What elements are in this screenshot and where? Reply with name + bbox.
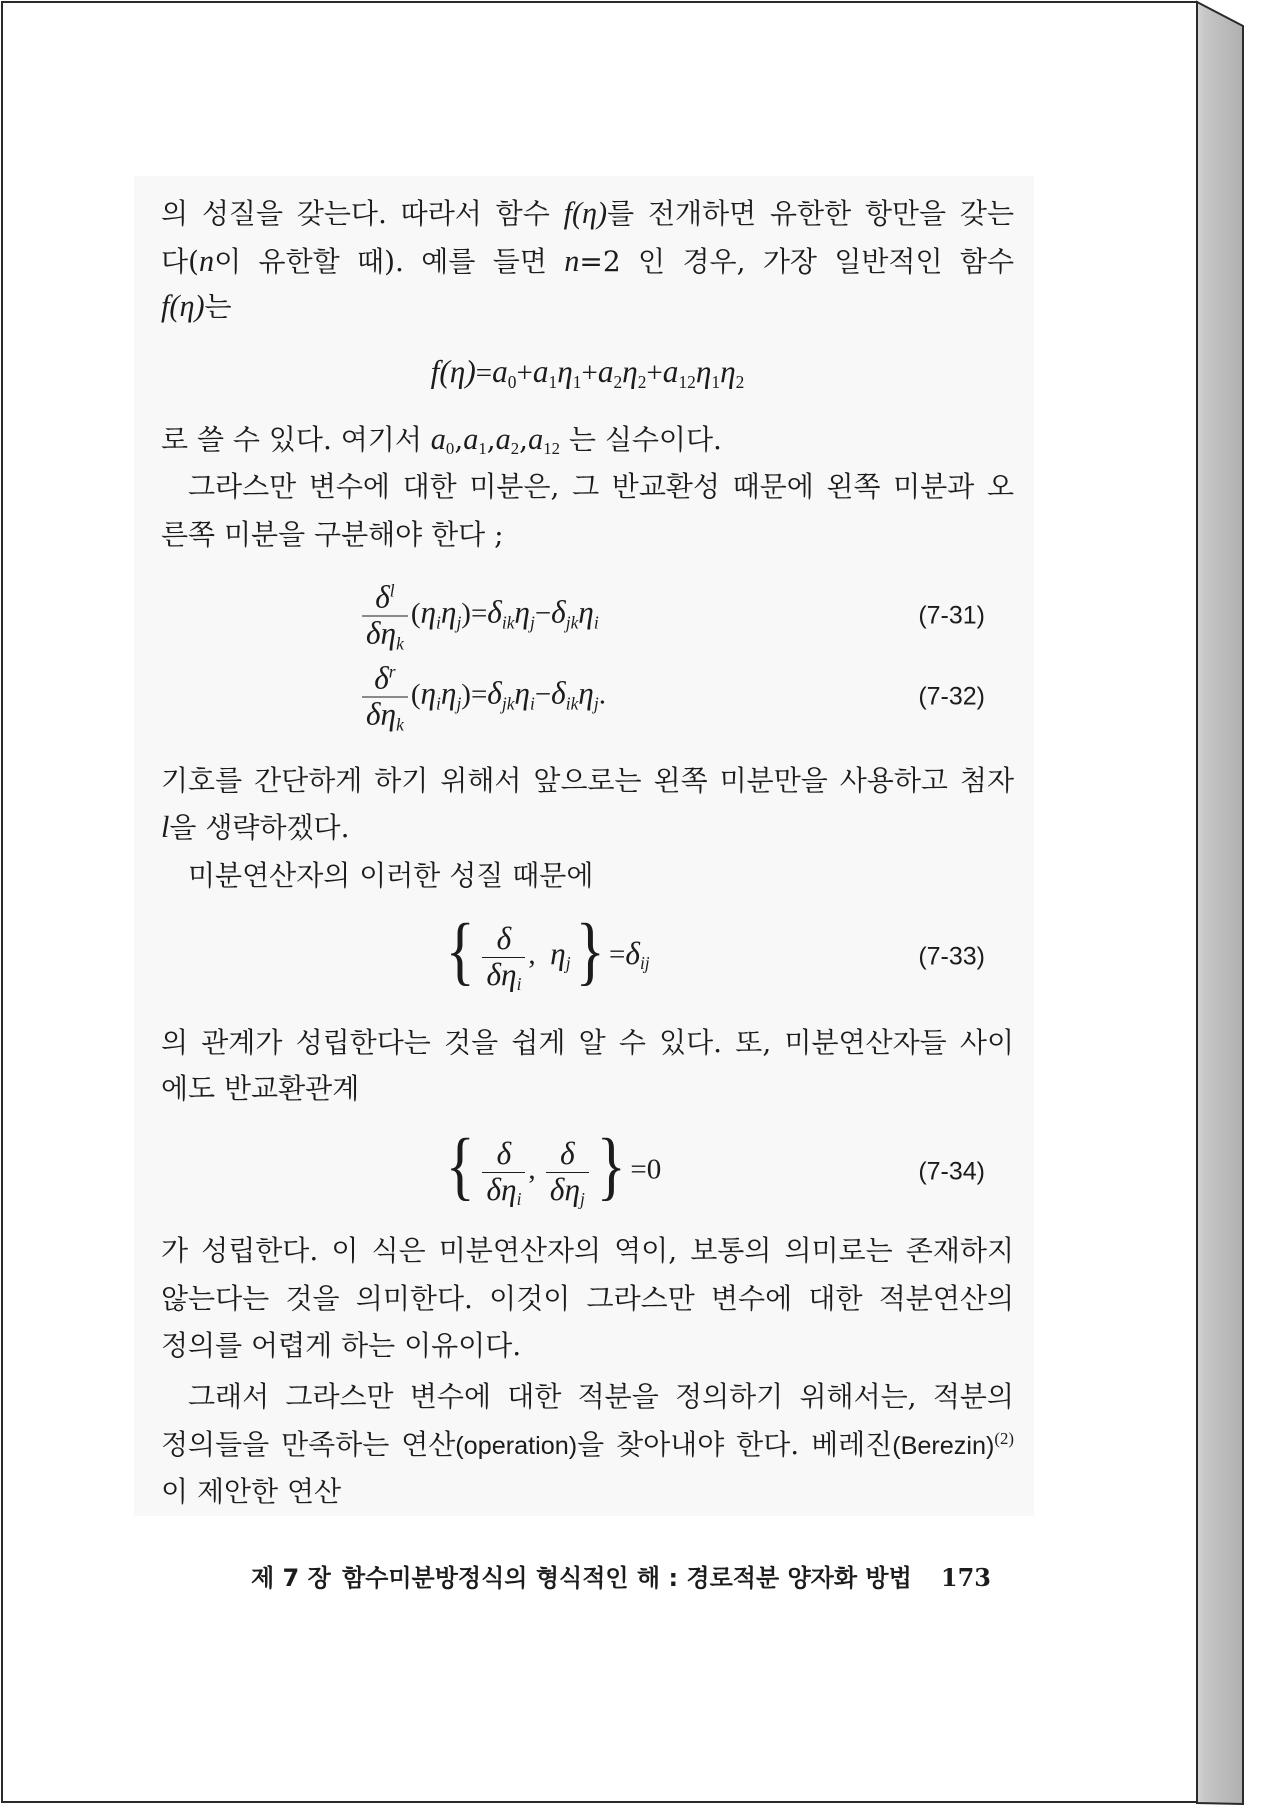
math-symbol <box>578 675 599 714</box>
body-line-16 <box>161 1423 1014 1467</box>
math-italic-text: δ <box>487 675 502 711</box>
math-symbol <box>366 696 404 735</box>
math-symbol <box>487 675 515 714</box>
body-line-1 <box>161 191 1014 235</box>
math-symbol <box>514 594 535 633</box>
subscript: 2 <box>510 439 520 459</box>
math-symbol <box>430 422 455 459</box>
math-symbol <box>528 422 560 459</box>
math-italic-text: δη <box>366 615 397 651</box>
equation-body <box>359 660 606 735</box>
math-italic-text: δ <box>496 920 512 956</box>
math-italic-text: f(η) <box>161 289 205 323</box>
math-italic-text: δη <box>366 696 397 732</box>
text-run: =0 <box>630 1153 662 1186</box>
math-symbol <box>496 1135 512 1171</box>
text-run: )= <box>461 678 488 711</box>
subscript: j <box>593 693 599 714</box>
math-italic-text: a <box>532 354 549 389</box>
math-italic-text: a <box>597 354 614 389</box>
math-italic-text: η <box>420 594 437 630</box>
body-line-10 <box>161 1021 1014 1065</box>
latin-text: (operation) <box>455 1432 578 1460</box>
body-line-3 <box>161 284 1014 328</box>
equation-number: (7-32) <box>918 682 985 711</box>
subscript: 1 <box>478 439 487 459</box>
text-run: ( <box>410 678 421 711</box>
subscript: jk <box>501 693 515 714</box>
math-italic-text: η <box>550 935 566 971</box>
body-line-17 <box>161 1470 1014 1514</box>
text-run: − <box>534 597 552 630</box>
fraction-denominator <box>546 1171 589 1210</box>
text-run: 정의를 어렵게 하는 이유이다. <box>161 1329 522 1362</box>
subscript: j <box>456 612 462 633</box>
subscript: 1 <box>548 371 558 392</box>
text-run: 가 성립한다. 이 식은 미분연산자의 역이, 보통의 의미로는 존재하지 <box>161 1234 1014 1267</box>
math-italic-text: η <box>440 675 457 711</box>
math-italic-text: a <box>662 354 679 389</box>
body-line-12 <box>161 1229 1014 1273</box>
math-symbol <box>551 675 579 714</box>
math-symbol <box>578 594 599 633</box>
fraction <box>482 920 525 995</box>
subscript: k <box>396 633 404 654</box>
equation-7-31 <box>161 579 1014 654</box>
text-run: + <box>581 357 598 389</box>
text-run: 이 유한할 때). 예를 들면 <box>214 245 565 278</box>
body-line-13 <box>161 1277 1014 1321</box>
subscript: 12 <box>678 371 696 392</box>
text-run: 다( <box>161 245 199 278</box>
text-run: 른쪽 미분을 구분해야 한다 ; <box>161 518 504 551</box>
subscript: ik <box>565 693 579 714</box>
math-italic-text: l <box>161 810 170 844</box>
math-symbol <box>495 422 520 459</box>
fraction <box>546 1135 589 1210</box>
text-run: )= <box>461 597 488 630</box>
math-italic-text: δ <box>374 660 389 696</box>
math-symbol <box>496 920 512 956</box>
equation-number: (7-34) <box>918 1157 985 1186</box>
math-italic-text: η <box>514 675 530 711</box>
subscript: i <box>516 974 522 995</box>
math-symbol <box>420 594 441 633</box>
text-run: = <box>609 938 626 971</box>
text-run: , <box>528 1153 543 1186</box>
fraction <box>482 1135 525 1210</box>
text-run: 는 <box>204 290 232 323</box>
text-run: . <box>598 678 606 711</box>
math-symbol <box>420 675 441 714</box>
text-run: − <box>534 678 552 711</box>
math-italic-text: η <box>695 354 712 389</box>
math-italic-text: n <box>198 244 215 278</box>
body-line-11 <box>161 1067 1014 1111</box>
text-run: 의 관계가 성립한다는 것을 쉽게 알 수 있다. 또, 미분연산자들 사이 <box>161 1026 1014 1059</box>
math-symbol <box>374 660 396 696</box>
fraction-denominator <box>362 615 408 654</box>
math-italic-text: η <box>578 675 594 711</box>
math-symbol <box>199 245 214 278</box>
math-symbol <box>486 956 522 995</box>
text-run: 에도 반교환관계 <box>161 1072 360 1105</box>
equation-number: (7-33) <box>918 942 985 971</box>
subscript: ij <box>639 953 650 974</box>
math-italic-text: η <box>420 675 437 711</box>
body-line-6 <box>161 513 1014 557</box>
math-symbol <box>514 675 535 714</box>
math-symbol <box>532 354 558 392</box>
subscript: 12 <box>543 439 560 459</box>
subscript: j <box>529 612 535 633</box>
text-run: , <box>454 423 464 456</box>
text-run: 정의들을 만족하는 연산 <box>161 1428 456 1461</box>
math-italic-text: η <box>557 354 573 389</box>
text-run: =2 인 경우, 가장 일반적인 함수 <box>579 245 1014 278</box>
equation-body <box>441 909 650 995</box>
body-line-8 <box>161 805 1014 849</box>
footer-chapter-label: 제 7 장 <box>251 1564 331 1592</box>
fraction-numerator <box>482 1135 525 1173</box>
equation-body <box>441 1124 662 1210</box>
math-italic-text: a <box>528 422 544 456</box>
math-symbol <box>455 1428 577 1461</box>
math-italic-text: η <box>622 354 638 389</box>
subscript: ik <box>501 612 515 633</box>
fraction-numerator <box>482 920 525 958</box>
subscript: i <box>516 1189 522 1210</box>
text-run: + <box>646 357 663 389</box>
math-italic-text: δ <box>560 1135 575 1171</box>
fraction <box>362 660 408 735</box>
equation-f-eta <box>161 347 1014 397</box>
text-run: 로 쓸 수 있다. 여기서 <box>161 423 431 456</box>
subscript: 2 <box>637 371 647 392</box>
math-symbol <box>557 354 582 392</box>
equation-7-32 <box>161 660 1014 735</box>
body-line-5 <box>188 465 1014 509</box>
fraction-numerator <box>546 1135 589 1173</box>
subscript: i <box>593 612 599 633</box>
fraction-denominator <box>362 696 408 735</box>
math-italic-text: δ <box>496 1135 512 1171</box>
text-run: , <box>528 938 551 971</box>
math-italic-text: δ <box>551 594 566 630</box>
fraction-numerator <box>362 660 408 698</box>
equation-7-33 <box>161 909 1014 997</box>
body-line-7 <box>161 759 1014 803</box>
fraction <box>362 579 408 654</box>
math-italic-text: η <box>578 594 594 630</box>
math-symbol <box>549 1171 585 1210</box>
math-symbol <box>720 354 745 392</box>
math-italic-text: a <box>492 354 508 389</box>
text-run: , <box>519 423 529 456</box>
text-run: 의 성질을 갖는다. 따라서 함수 <box>161 197 564 230</box>
math-symbol <box>551 594 579 633</box>
math-symbol <box>375 579 395 615</box>
subscript: 0 <box>507 371 517 392</box>
math-symbol <box>564 197 608 230</box>
text-run: 미분연산자의 이러한 성질 때문에 <box>188 859 594 892</box>
subscript: i <box>529 693 535 714</box>
latin-text: (Berezin) <box>892 1432 995 1460</box>
math-symbol <box>430 354 476 389</box>
equation-body <box>359 579 599 654</box>
text-run: 는 실수이다. <box>559 423 722 456</box>
math-symbol <box>487 594 515 633</box>
math-symbol <box>161 290 205 323</box>
math-italic-text: δη <box>549 1171 581 1207</box>
math-symbol <box>625 935 650 974</box>
math-italic-text: η <box>440 594 457 630</box>
math-symbol <box>597 354 623 392</box>
subscript: 0 <box>445 439 455 459</box>
superscript: r <box>388 661 396 682</box>
footer-chapter-title: 함수미분방정식의 형식적인 해 : 경로적분 양자화 방법 <box>342 1564 912 1592</box>
math-italic-text: δη <box>486 1171 517 1207</box>
body-line-15 <box>188 1375 1014 1419</box>
math-italic-text: a <box>463 422 479 456</box>
text-run: , <box>486 423 496 456</box>
math-italic-text: f(η) <box>430 354 476 389</box>
math-italic-text: f(η) <box>563 196 608 230</box>
subscript: j <box>580 1189 585 1210</box>
math-symbol <box>550 935 571 974</box>
subscript: 1 <box>572 371 582 392</box>
fraction-numerator <box>362 579 408 617</box>
math-italic-text: a <box>430 422 446 456</box>
math-symbol <box>486 1171 522 1210</box>
text-run: 이 제안한 연산 <box>161 1475 342 1508</box>
math-italic-text: η <box>720 354 736 389</box>
body-line-14 <box>161 1324 1014 1368</box>
text-run: + <box>516 357 533 389</box>
subscript: j <box>565 953 571 974</box>
math-italic-text: δη <box>486 956 517 992</box>
subscript: 2 <box>613 371 623 392</box>
text-run: = <box>475 357 493 389</box>
math-symbol <box>463 422 487 459</box>
superscript: l <box>389 580 395 601</box>
math-symbol <box>564 245 579 278</box>
text-run: 을 생략하겠다. <box>169 811 350 844</box>
fraction-denominator <box>482 1171 525 1210</box>
subscript: 1 <box>711 371 721 392</box>
fraction-denominator <box>482 956 525 995</box>
body-line-2 <box>161 239 1014 283</box>
math-italic-text: a <box>495 422 511 456</box>
math-symbol <box>622 354 647 392</box>
brace: { <box>445 1124 475 1208</box>
subscript: i <box>436 612 441 633</box>
body-line-4 <box>161 417 1014 461</box>
text-run: 를 전개하면 유한한 항만을 갖는 <box>607 197 1014 230</box>
subscript: i <box>436 693 441 714</box>
equation-number: (7-31) <box>918 601 985 630</box>
math-symbol <box>440 675 462 714</box>
math-symbol <box>892 1428 994 1461</box>
math-italic-text: δ <box>375 579 390 615</box>
math-italic-text: δ <box>551 675 566 711</box>
brace: } <box>596 1124 626 1208</box>
page-number: 173 <box>940 1563 991 1592</box>
equation-7-34 <box>161 1124 1014 1212</box>
math-symbol <box>994 1428 1014 1461</box>
text-run: 않는다는 것을 의미한다. 이것이 그라스만 변수에 대한 적분연산의 <box>161 1282 1014 1315</box>
math-italic-text: η <box>514 594 530 630</box>
brace: } <box>575 909 605 993</box>
math-symbol <box>366 615 404 654</box>
body-line-9 <box>188 854 1014 898</box>
math-symbol <box>695 354 721 392</box>
math-italic-text: n <box>564 244 580 278</box>
math-symbol <box>662 354 696 392</box>
math-symbol <box>440 594 462 633</box>
brace: { <box>445 909 475 993</box>
equation-body <box>431 354 745 390</box>
text-run: 그라스만 변수에 대한 미분은, 그 반교환성 때문에 왼쪽 미분과 오 <box>188 470 1014 503</box>
math-italic-text: δ <box>487 594 502 630</box>
math-symbol <box>492 354 517 392</box>
text-run: 그래서 그라스만 변수에 대한 적분을 정의하기 위해서는, 적분의 <box>188 1380 1014 1413</box>
subscript: 2 <box>735 371 745 392</box>
page-edge-band <box>1197 2 1243 1804</box>
subscript: j <box>456 693 462 714</box>
text-run: ( <box>410 597 421 630</box>
subscript: k <box>396 714 404 735</box>
text-run: 을 찾아내야 한다. 베레진 <box>577 1428 893 1461</box>
subscript: jk <box>565 612 579 633</box>
math-symbol <box>560 1135 575 1171</box>
text-run: 기호를 간단하게 하기 위해서 앞으로는 왼쪽 미분만을 사용하고 첨자 <box>161 764 1014 797</box>
math-italic-text: δ <box>625 935 640 971</box>
superscript: (2) <box>994 1428 1014 1448</box>
